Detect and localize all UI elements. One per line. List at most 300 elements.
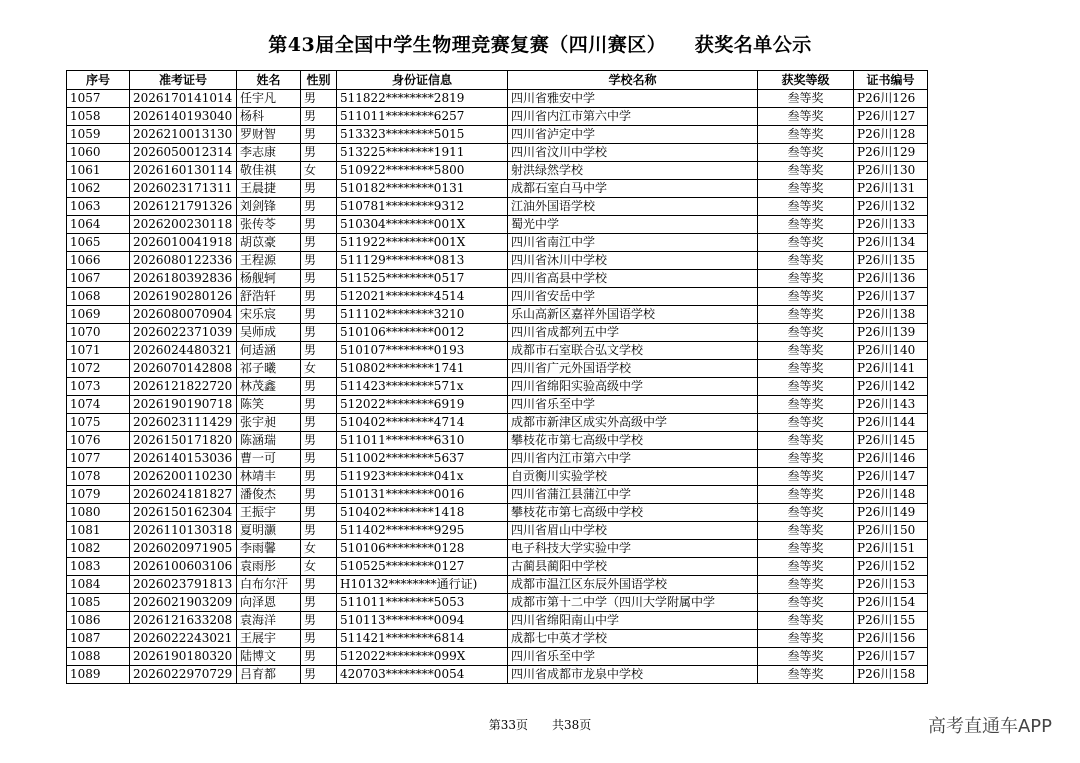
cell-school: 四川省蒲江县蒲江中学: [508, 486, 758, 504]
cell-certificate-no: P26川145: [854, 432, 928, 450]
cell-id-info: 512022********099X: [337, 648, 508, 666]
cell-gender: 男: [301, 180, 337, 198]
column-header: 姓名: [237, 71, 301, 90]
column-header: 序号: [67, 71, 130, 90]
table-row: [67, 558, 928, 576]
cell-gender: 女: [301, 558, 337, 576]
cell-id-info: 511011********6257: [337, 108, 508, 126]
cell-exam-id: 2026210013130: [130, 126, 237, 144]
cell-school: 四川省内江市第六中学: [508, 108, 758, 126]
cell-id-info: 511822********2819: [337, 90, 508, 108]
cell-award-level: 叁等奖: [758, 270, 854, 288]
table-row: [67, 252, 928, 270]
cell-name: 刘剑锋: [237, 198, 301, 216]
cell-gender: 男: [301, 252, 337, 270]
page-footer: [0, 716, 1080, 733]
cell-id-info: 513225********1911: [337, 144, 508, 162]
cell-school: 射洪绿然学校: [508, 162, 758, 180]
cell-certificate-no: P26川149: [854, 504, 928, 522]
cell-exam-id: 2026160130114: [130, 162, 237, 180]
cell-serial: 1063: [67, 198, 130, 216]
cell-gender: 男: [301, 576, 337, 594]
cell-award-level: 叁等奖: [758, 342, 854, 360]
cell-id-info: 511011********5053: [337, 594, 508, 612]
cell-certificate-no: P26川143: [854, 396, 928, 414]
cell-name: 袁海洋: [237, 612, 301, 630]
cell-certificate-no: P26川147: [854, 468, 928, 486]
cell-serial: 1071: [67, 342, 130, 360]
cell-serial: 1078: [67, 468, 130, 486]
cell-serial: 1074: [67, 396, 130, 414]
cell-gender: 男: [301, 486, 337, 504]
cell-exam-id: 2026200230118: [130, 216, 237, 234]
cell-id-info: 511011********6310: [337, 432, 508, 450]
table-row: [67, 216, 928, 234]
cell-certificate-no: P26川135: [854, 252, 928, 270]
cell-serial: 1072: [67, 360, 130, 378]
cell-gender: 男: [301, 396, 337, 414]
table-row: [67, 522, 928, 540]
table-row: [67, 594, 928, 612]
cell-serial: 1062: [67, 180, 130, 198]
cell-id-info: 511002********5637: [337, 450, 508, 468]
cell-serial: 1083: [67, 558, 130, 576]
cell-award-level: 叁等奖: [758, 432, 854, 450]
cell-school: 四川省绵阳南山中学: [508, 612, 758, 630]
cell-serial: 1087: [67, 630, 130, 648]
cell-exam-id: 2026110130318: [130, 522, 237, 540]
cell-certificate-no: P26川127: [854, 108, 928, 126]
cell-certificate-no: P26川138: [854, 306, 928, 324]
cell-award-level: 叁等奖: [758, 126, 854, 144]
table-row: [67, 504, 928, 522]
cell-award-level: 叁等奖: [758, 540, 854, 558]
table-row: [67, 306, 928, 324]
cell-certificate-no: P26川151: [854, 540, 928, 558]
cell-name: 舒浩轩: [237, 288, 301, 306]
cell-award-level: 叁等奖: [758, 144, 854, 162]
page-title: 第43届全国中学生物理竞赛复赛（四川赛区） 获奖名单公示: [268, 34, 812, 56]
page-total: 共38页: [552, 718, 592, 732]
cell-certificate-no: P26川132: [854, 198, 928, 216]
cell-id-info: 513323********5015: [337, 126, 508, 144]
cell-certificate-no: P26川129: [854, 144, 928, 162]
cell-serial: 1070: [67, 324, 130, 342]
column-header: 性别: [301, 71, 337, 90]
cell-certificate-no: P26川134: [854, 234, 928, 252]
cell-gender: 男: [301, 324, 337, 342]
cell-certificate-no: P26川140: [854, 342, 928, 360]
cell-award-level: 叁等奖: [758, 522, 854, 540]
cell-serial: 1079: [67, 486, 130, 504]
cell-id-info: 511129********0813: [337, 252, 508, 270]
cell-id-info: 510525********0127: [337, 558, 508, 576]
cell-award-level: 叁等奖: [758, 630, 854, 648]
cell-serial: 1060: [67, 144, 130, 162]
cell-name: 王振宇: [237, 504, 301, 522]
table-header-row: [67, 71, 928, 90]
cell-name: 曹一可: [237, 450, 301, 468]
cell-certificate-no: P26川126: [854, 90, 928, 108]
cell-serial: 1059: [67, 126, 130, 144]
cell-exam-id: 2026070142808: [130, 360, 237, 378]
cell-exam-id: 2026140153036: [130, 450, 237, 468]
cell-award-level: 叁等奖: [758, 378, 854, 396]
cell-serial: 1082: [67, 540, 130, 558]
cell-gender: 男: [301, 288, 337, 306]
cell-exam-id: 2026121791326: [130, 198, 237, 216]
cell-school: 四川省成都市龙泉中学校: [508, 666, 758, 684]
cell-gender: 男: [301, 468, 337, 486]
cell-gender: 男: [301, 144, 337, 162]
cell-id-info: 510922********5800: [337, 162, 508, 180]
cell-exam-id: 2026022371039: [130, 324, 237, 342]
watermark: 高考直通车APP: [927, 716, 1052, 737]
cell-id-info: 512022********6919: [337, 396, 508, 414]
cell-school: 四川省泸定中学: [508, 126, 758, 144]
table-row: [67, 396, 928, 414]
table-row: [67, 432, 928, 450]
cell-exam-id: 2026022970729: [130, 666, 237, 684]
cell-gender: 男: [301, 648, 337, 666]
cell-gender: 男: [301, 666, 337, 684]
cell-exam-id: 2026023171311: [130, 180, 237, 198]
cell-id-info: 510781********9312: [337, 198, 508, 216]
cell-gender: 男: [301, 504, 337, 522]
table-row: [67, 378, 928, 396]
cell-name: 潘俊杰: [237, 486, 301, 504]
cell-school: 蜀光中学: [508, 216, 758, 234]
cell-name: 林茂鑫: [237, 378, 301, 396]
cell-school: 攀枝花市第七高级中学校: [508, 504, 758, 522]
cell-school: 四川省乐至中学: [508, 648, 758, 666]
column-header: 学校名称: [508, 71, 758, 90]
cell-certificate-no: P26川150: [854, 522, 928, 540]
cell-award-level: 叁等奖: [758, 162, 854, 180]
cell-certificate-no: P26川152: [854, 558, 928, 576]
cell-name: 向泽恩: [237, 594, 301, 612]
cell-exam-id: 2026150162304: [130, 504, 237, 522]
cell-school: 自贡衡川实验学校: [508, 468, 758, 486]
cell-school: 成都市石室联合弘文学校: [508, 342, 758, 360]
cell-school: 四川省沐川中学校: [508, 252, 758, 270]
cell-name: 杨科: [237, 108, 301, 126]
cell-gender: 男: [301, 126, 337, 144]
cell-exam-id: 2026180392836: [130, 270, 237, 288]
table-row: [67, 648, 928, 666]
cell-award-level: 叁等奖: [758, 90, 854, 108]
cell-id-info: 510113********0094: [337, 612, 508, 630]
cell-school: 四川省汶川中学校: [508, 144, 758, 162]
cell-serial: 1058: [67, 108, 130, 126]
table-row: [67, 612, 928, 630]
cell-name: 罗财智: [237, 126, 301, 144]
cell-gender: 女: [301, 162, 337, 180]
cell-gender: 男: [301, 342, 337, 360]
column-header: 身份证信息: [337, 71, 508, 90]
table-row: [67, 576, 928, 594]
cell-exam-id: 2026190190718: [130, 396, 237, 414]
cell-school: 电子科技大学实验中学: [508, 540, 758, 558]
cell-certificate-no: P26川153: [854, 576, 928, 594]
cell-name: 任宇凡: [237, 90, 301, 108]
cell-name: 张宇昶: [237, 414, 301, 432]
cell-id-info: 511421********6814: [337, 630, 508, 648]
cell-certificate-no: P26川128: [854, 126, 928, 144]
cell-award-level: 叁等奖: [758, 360, 854, 378]
cell-award-level: 叁等奖: [758, 576, 854, 594]
cell-serial: 1066: [67, 252, 130, 270]
cell-name: 胡苡豪: [237, 234, 301, 252]
cell-id-info: 511923********041x: [337, 468, 508, 486]
table-row: [67, 144, 928, 162]
cell-serial: 1076: [67, 432, 130, 450]
cell-exam-id: 2026022243021: [130, 630, 237, 648]
cell-id-info: 510131********0016: [337, 486, 508, 504]
cell-name: 吴师成: [237, 324, 301, 342]
cell-award-level: 叁等奖: [758, 198, 854, 216]
cell-school: 四川省安岳中学: [508, 288, 758, 306]
table-row: [67, 342, 928, 360]
cell-certificate-no: P26川133: [854, 216, 928, 234]
cell-school: 四川省雅安中学: [508, 90, 758, 108]
cell-exam-id: 2026100603106: [130, 558, 237, 576]
cell-certificate-no: P26川157: [854, 648, 928, 666]
table-row: [67, 288, 928, 306]
table-row: [67, 360, 928, 378]
table-body: [67, 90, 928, 684]
cell-certificate-no: P26川142: [854, 378, 928, 396]
table-row: [67, 198, 928, 216]
cell-name: 敬佳祺: [237, 162, 301, 180]
cell-award-level: 叁等奖: [758, 108, 854, 126]
cell-exam-id: 2026023791813: [130, 576, 237, 594]
cell-name: 夏明灏: [237, 522, 301, 540]
cell-serial: 1061: [67, 162, 130, 180]
cell-id-info: 511525********0517: [337, 270, 508, 288]
cell-exam-id: 2026024480321: [130, 342, 237, 360]
cell-exam-id: 2026140193040: [130, 108, 237, 126]
cell-certificate-no: P26川131: [854, 180, 928, 198]
cell-id-info: H10132********通行证): [337, 576, 508, 594]
table-row: [67, 180, 928, 198]
cell-award-level: 叁等奖: [758, 234, 854, 252]
cell-name: 陈笑: [237, 396, 301, 414]
cell-serial: 1080: [67, 504, 130, 522]
cell-gender: 男: [301, 90, 337, 108]
cell-serial: 1081: [67, 522, 130, 540]
cell-certificate-no: P26川154: [854, 594, 928, 612]
cell-serial: 1086: [67, 612, 130, 630]
cell-award-level: 叁等奖: [758, 414, 854, 432]
cell-serial: 1068: [67, 288, 130, 306]
cell-school: 成都市温江区东辰外国语学校: [508, 576, 758, 594]
cell-certificate-no: P26川148: [854, 486, 928, 504]
cell-name: 宋乐宸: [237, 306, 301, 324]
column-header: 准考证号: [130, 71, 237, 90]
cell-name: 林靖丰: [237, 468, 301, 486]
table-row: [67, 108, 928, 126]
cell-serial: 1069: [67, 306, 130, 324]
cell-id-info: 510182********0131: [337, 180, 508, 198]
cell-serial: 1077: [67, 450, 130, 468]
cell-serial: 1073: [67, 378, 130, 396]
cell-name: 何适涵: [237, 342, 301, 360]
cell-name: 王晨捷: [237, 180, 301, 198]
cell-exam-id: 2026170141014: [130, 90, 237, 108]
cell-award-level: 叁等奖: [758, 450, 854, 468]
cell-certificate-no: P26川137: [854, 288, 928, 306]
table-row: [67, 468, 928, 486]
cell-award-level: 叁等奖: [758, 594, 854, 612]
cell-award-level: 叁等奖: [758, 288, 854, 306]
cell-name: 袁雨彤: [237, 558, 301, 576]
cell-serial: 1089: [67, 666, 130, 684]
cell-serial: 1065: [67, 234, 130, 252]
cell-certificate-no: P26川144: [854, 414, 928, 432]
cell-certificate-no: P26川155: [854, 612, 928, 630]
cell-name: 杨舰轲: [237, 270, 301, 288]
cell-award-level: 叁等奖: [758, 180, 854, 198]
cell-certificate-no: P26川156: [854, 630, 928, 648]
cell-name: 白布尔汗: [237, 576, 301, 594]
cell-award-level: 叁等奖: [758, 504, 854, 522]
cell-id-info: 511423********571x: [337, 378, 508, 396]
cell-gender: 男: [301, 216, 337, 234]
cell-gender: 女: [301, 360, 337, 378]
cell-id-info: 510304********001X: [337, 216, 508, 234]
cell-award-level: 叁等奖: [758, 486, 854, 504]
cell-exam-id: 2026080122336: [130, 252, 237, 270]
cell-school: 四川省绵阳实验高级中学: [508, 378, 758, 396]
cell-school: 四川省内江市第六中学: [508, 450, 758, 468]
cell-gender: 男: [301, 306, 337, 324]
cell-exam-id: 2026050012314: [130, 144, 237, 162]
cell-gender: 男: [301, 432, 337, 450]
table-row: [67, 270, 928, 288]
cell-award-level: 叁等奖: [758, 306, 854, 324]
cell-name: 李雨馨: [237, 540, 301, 558]
cell-exam-id: 2026021903209: [130, 594, 237, 612]
cell-school: 成都市新津区成实外高级中学: [508, 414, 758, 432]
cell-exam-id: 2026020971905: [130, 540, 237, 558]
cell-certificate-no: P26川146: [854, 450, 928, 468]
cell-serial: 1064: [67, 216, 130, 234]
cell-exam-id: 2026080070904: [130, 306, 237, 324]
table-row: [67, 540, 928, 558]
cell-school: 成都石室白马中学: [508, 180, 758, 198]
award-table: [66, 70, 928, 684]
cell-name: 吕育都: [237, 666, 301, 684]
cell-exam-id: 2026190180320: [130, 648, 237, 666]
cell-gender: 男: [301, 414, 337, 432]
cell-gender: 男: [301, 630, 337, 648]
cell-id-info: 510402********1418: [337, 504, 508, 522]
cell-exam-id: 2026121633208: [130, 612, 237, 630]
table-row: [67, 486, 928, 504]
cell-name: 王展宇: [237, 630, 301, 648]
table-row: [67, 90, 928, 108]
cell-serial: 1084: [67, 576, 130, 594]
cell-gender: 男: [301, 270, 337, 288]
cell-award-level: 叁等奖: [758, 558, 854, 576]
cell-exam-id: 2026010041918: [130, 234, 237, 252]
cell-gender: 男: [301, 378, 337, 396]
cell-certificate-no: P26川139: [854, 324, 928, 342]
cell-gender: 男: [301, 522, 337, 540]
table-row: [67, 666, 928, 684]
cell-exam-id: 2026150171820: [130, 432, 237, 450]
cell-id-info: 510802********1741: [337, 360, 508, 378]
cell-award-level: 叁等奖: [758, 648, 854, 666]
cell-school: 四川省乐至中学: [508, 396, 758, 414]
cell-school: 四川省成都列五中学: [508, 324, 758, 342]
cell-award-level: 叁等奖: [758, 468, 854, 486]
column-header: 证书编号: [854, 71, 928, 90]
cell-exam-id: 2026200110230: [130, 468, 237, 486]
cell-gender: 男: [301, 594, 337, 612]
cell-id-info: 511922********001X: [337, 234, 508, 252]
cell-certificate-no: P26川130: [854, 162, 928, 180]
cell-school: 成都七中英才学校: [508, 630, 758, 648]
cell-school: 江油外国语学校: [508, 198, 758, 216]
cell-id-info: 510106********0012: [337, 324, 508, 342]
cell-name: 李志康: [237, 144, 301, 162]
cell-school: 四川省眉山中学校: [508, 522, 758, 540]
cell-certificate-no: P26川158: [854, 666, 928, 684]
cell-id-info: 510402********4714: [337, 414, 508, 432]
cell-award-level: 叁等奖: [758, 216, 854, 234]
cell-exam-id: 2026024181827: [130, 486, 237, 504]
table-row: [67, 126, 928, 144]
cell-exam-id: 2026190280126: [130, 288, 237, 306]
cell-award-level: 叁等奖: [758, 324, 854, 342]
cell-serial: 1088: [67, 648, 130, 666]
cell-school: 四川省高县中学校: [508, 270, 758, 288]
cell-id-info: 511402********9295: [337, 522, 508, 540]
cell-gender: 男: [301, 198, 337, 216]
cell-gender: 男: [301, 108, 337, 126]
cell-gender: 男: [301, 612, 337, 630]
cell-name: 祁子曦: [237, 360, 301, 378]
table-row: [67, 234, 928, 252]
cell-id-info: 512021********4514: [337, 288, 508, 306]
cell-school: 四川省广元外国语学校: [508, 360, 758, 378]
cell-award-level: 叁等奖: [758, 252, 854, 270]
cell-name: 王程源: [237, 252, 301, 270]
table-row: [67, 450, 928, 468]
cell-school: 乐山高新区嘉祥外国语学校: [508, 306, 758, 324]
cell-name: 张传苓: [237, 216, 301, 234]
cell-name: 陆博文: [237, 648, 301, 666]
cell-award-level: 叁等奖: [758, 612, 854, 630]
table-row: [67, 324, 928, 342]
cell-school: 成都市第十二中学（四川大学附属中学: [508, 594, 758, 612]
cell-serial: 1085: [67, 594, 130, 612]
cell-certificate-no: P26川141: [854, 360, 928, 378]
cell-id-info: 420703********0054: [337, 666, 508, 684]
cell-exam-id: 2026121822720: [130, 378, 237, 396]
cell-award-level: 叁等奖: [758, 666, 854, 684]
page-number: 第33页: [488, 718, 528, 732]
table-row: [67, 414, 928, 432]
cell-serial: 1075: [67, 414, 130, 432]
cell-school: 攀枝花市第七高级中学校: [508, 432, 758, 450]
cell-serial: 1067: [67, 270, 130, 288]
cell-id-info: 511102********3210: [337, 306, 508, 324]
cell-school: 四川省南江中学: [508, 234, 758, 252]
cell-school: 古蔺县蔺阳中学校: [508, 558, 758, 576]
